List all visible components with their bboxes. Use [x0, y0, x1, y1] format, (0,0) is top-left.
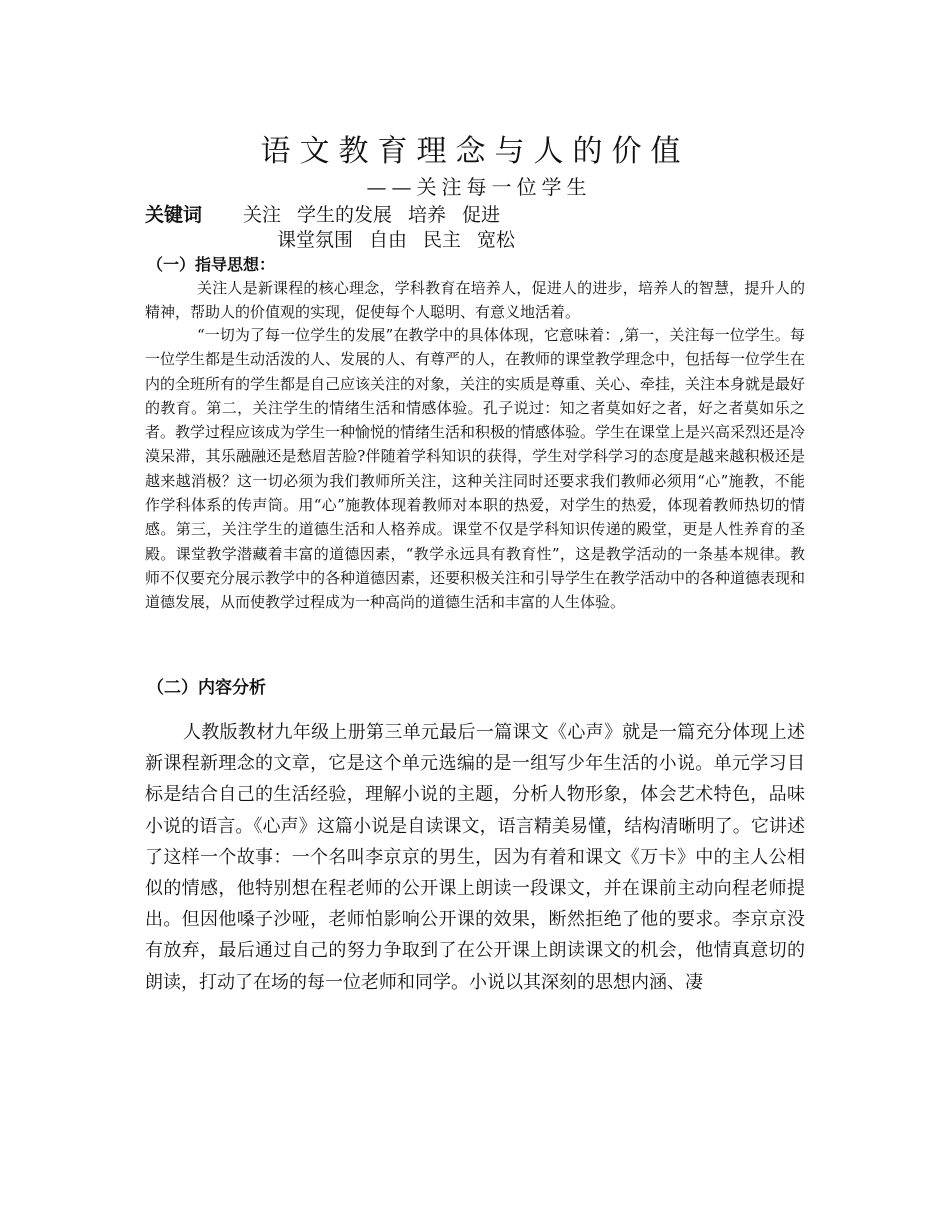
paragraph-text: “一切为了每一位学生的发展”在教学中的具体体现，它意味着：,第一，关注每一位学生。每一位学生都是生动活泼的人、发展的人、有尊严的人，在教师的课堂教学理念中，包括每一位学生在内的全班所有的学生都是自己应该关注的对象，关注的实质是尊重、关心、牵挂，关注本身就是最好的教育。第二，关注学生的情绪生活和情感体验。孔子说过：知之者莫如好之者，好之者莫如乐之者。教学过程应该成为学生一种愉悦的情绪生活和积极的情感体验。学生在课堂上是兴高采烈还是冷漠呆滞，其乐融融还是愁眉苦脸?伴随着学科知识的获得，学生对学科学习的态度是越来越积极还是越来越消极？这一切必须为我们教师所关注，这种关注同时还要求我们教师必须用“心”施教，不能作学科体系的传声筒。用“心”施教体现着教师对本职的热爱，对学生的热爱，体现着教师热切的情感。第三，关注学生的道德生活和人格养成。课堂不仅是学科知识传递的殿堂，更是人性养育的圣殿。课堂教学潜藏着丰富的道德因素，“教学永远具有教育性”，这是教学活动的一条基本规律。教师不仅要充分展示教学中的各种道德因素，还要积极关注和引导学生在教学活动中的各种道德表现和道德发展，从而使教学过程成为一种高尚的道德生活和丰富的人生体验。 — [145, 326, 806, 612]
keyword: 自由 — [369, 229, 408, 251]
paragraph-text: 关注人是新课程的核心理念，学科教育在培养人，促进人的进步，培养人的智慧，提升人的精神，帮助人的价值观的实现，促使每个人聪明、有意义地活着。 — [145, 279, 805, 322]
document-title: 语文教育理念与人的价值 — [260, 134, 690, 169]
keyword: 宽松 — [477, 229, 516, 251]
keyword: 关注 — [243, 204, 282, 226]
keywords-row-2 — [277, 227, 531, 253]
keyword: 培养 — [408, 204, 447, 226]
paragraph-text: 人教版教材九年级上册第三单元最后一篇课文《心声》就是一篇充分体现上述新课程新理念的文章，它是这个单元选编的是一组写少年生活的小说。单元学习目标是结合自己的生活经验，理解小说的主题，分析人物形象，体会艺术特色，品味小说的语言。《心声》这篇小说是自读课文，语言精美易懂，结构清晰明了。它讲述了这样一个故事：一个名叫李京京的男生，因为有着和课文《万卡》中的主人公相似的情感，他特别想在程老师的公开课上朗读一段课文，并在课前主动向程老师提出。但因他嗓子沙哑，老师怕影响公开课的效果，断然拒绝了他的要求。李京京没有放弃，最后通过自己的努力争取到了在公开课上朗读课文的机会，他情真意切的朗读，打动了在场的每一位老师和同学。小说以其深刻的思想内涵、凄 — [145, 722, 805, 993]
section-heading-guiding-thought: （一）指导思想： — [147, 255, 276, 274]
paragraph-2 — [145, 323, 805, 615]
keyword: 促进 — [462, 204, 501, 226]
keyword: 课堂氛围 — [277, 229, 354, 251]
paragraph-3 — [145, 717, 805, 998]
paragraph-1 — [145, 276, 805, 325]
document-subtitle: ——关注每一位学生 — [366, 175, 592, 199]
section-heading-content-analysis: （二）内容分析 — [147, 678, 266, 698]
keywords-row-1 — [243, 202, 516, 228]
keyword: 民主 — [423, 229, 462, 251]
keywords-label: 关键词 — [145, 204, 203, 226]
keyword: 学生的发展 — [297, 204, 393, 226]
